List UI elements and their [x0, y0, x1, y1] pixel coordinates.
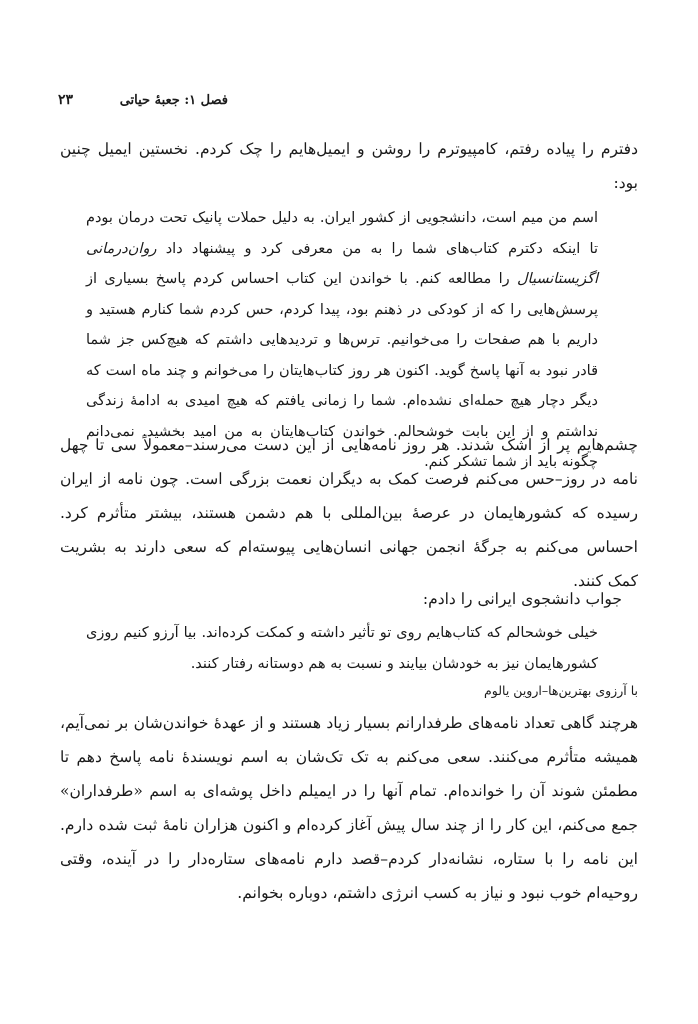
chapter-title: فصل ۱: جعبهٔ حیاتی — [119, 93, 228, 108]
page-number: ۲۳ — [58, 92, 74, 108]
paragraph-reaction: چشم‌هایم پر از اشک شدند. هر روز نامه‌هایی از این دست می‌رسند–معمولاً سی تا چهل نامه در روز–حس می‌کنم فرصت کمک به دیگران نعمت بزرگی است. چون نامه از ایران رسیده که کشورهایمان در عرصهٔ بین‌المللی با هم دشمن هستند، بیشتر متأثرم کرد. احساس می‌کنم به جرگهٔ انجمن جهانی انسان‌هایی پیوسته‌ام که سعی دارند به بشریت کمک کنند. — [60, 436, 638, 590]
quoted-email-part2: را مطالعه کنم. با خواندن این کتاب احساس کردم پاسخ بسیاری از پرسش‌هایی را که از کودکی در ذهنم بود، پیدا کردم، حس کردم شما کنارم هستید و داریم با هم صفحات را می‌خوانیم. ترس‌ها و تردیدهایی داشتم که هیچ‌کس جز شما قادر نبود به آنها پاسخ گوید. اکنون هر روز کتاب‌هایتان را می‌خوانم و چند ماه است که دیگر دچار هیچ حمله‌ای نشده‌ام. شما را زمانی یافتم که هیچ امیدی به ادامهٔ زندگی نداشتم و از این بابت خوشحالم. خواندن کتاب‌هایتان به من امید بخشید. نمی‌دانم چگونه باید از شما تشکر کنم. — [86, 271, 598, 470]
running-header — [58, 92, 228, 108]
quoted-reply: خیلی خوشحالم که کتاب‌هایم روی تو تأثیر داشته و کمکت کرده‌اند. بیا آرزو کنیم روزی کشورهایمان نیز به خودشان بیایند و نسبت به هم دوستانه رفتار کنند. — [86, 625, 598, 672]
paragraph-intro: دفترم را پیاده رفتم، کامپیوترم را روشن و ایمیل‌هایم را چک کردم. نخستین ایمیل چنین بود: — [60, 140, 638, 192]
signature-line: با آرزوی بهترین‌ها–اروین یالوم — [484, 683, 638, 698]
quoted-email-part1: اسم من میم است، دانشجویی از کشور ایران. به دلیل حملات پانیک تحت درمان بودم تا اینکه دکترم کتاب‌های شما را به من معرفی کرد و پیشنهاد داد — [86, 210, 598, 257]
paragraph-reply-intro: جواب دانشجوی ایرانی را دادم: — [422, 590, 622, 608]
paragraph-fan-mail: هرچند گاهی تعداد نامه‌های طرفدارانم بسیار زیاد هستند و از عهدهٔ خواندن‌شان بر نمی‌آیم، همیشه متأثرم می‌کنند. سعی می‌کنم به تک تک‌شان به اسم نویسندهٔ نامه پاسخ دهم تا مطمئن شوند آن را خوانده‌ام. تمام آنها را در ایمیلم داخل پوشه‌ای به اسم «طرفداران» جمع می‌کنم، این کار را از چند سال پیش آغاز کرده‌ام و اکنون هزاران نامهٔ ثبت شده دارم. این نامه را با ستاره، نشانه‌دار کردم–قصد دارم نامه‌های ستاره‌دار را در آینده، وقتی روحیه‌ام خوب نبود و نیاز به کسب انرژی داشتم، دوباره بخوانم. — [60, 714, 638, 902]
book-title-italic: روان‌درمانی اگزیستانسیال — [86, 240, 598, 287]
